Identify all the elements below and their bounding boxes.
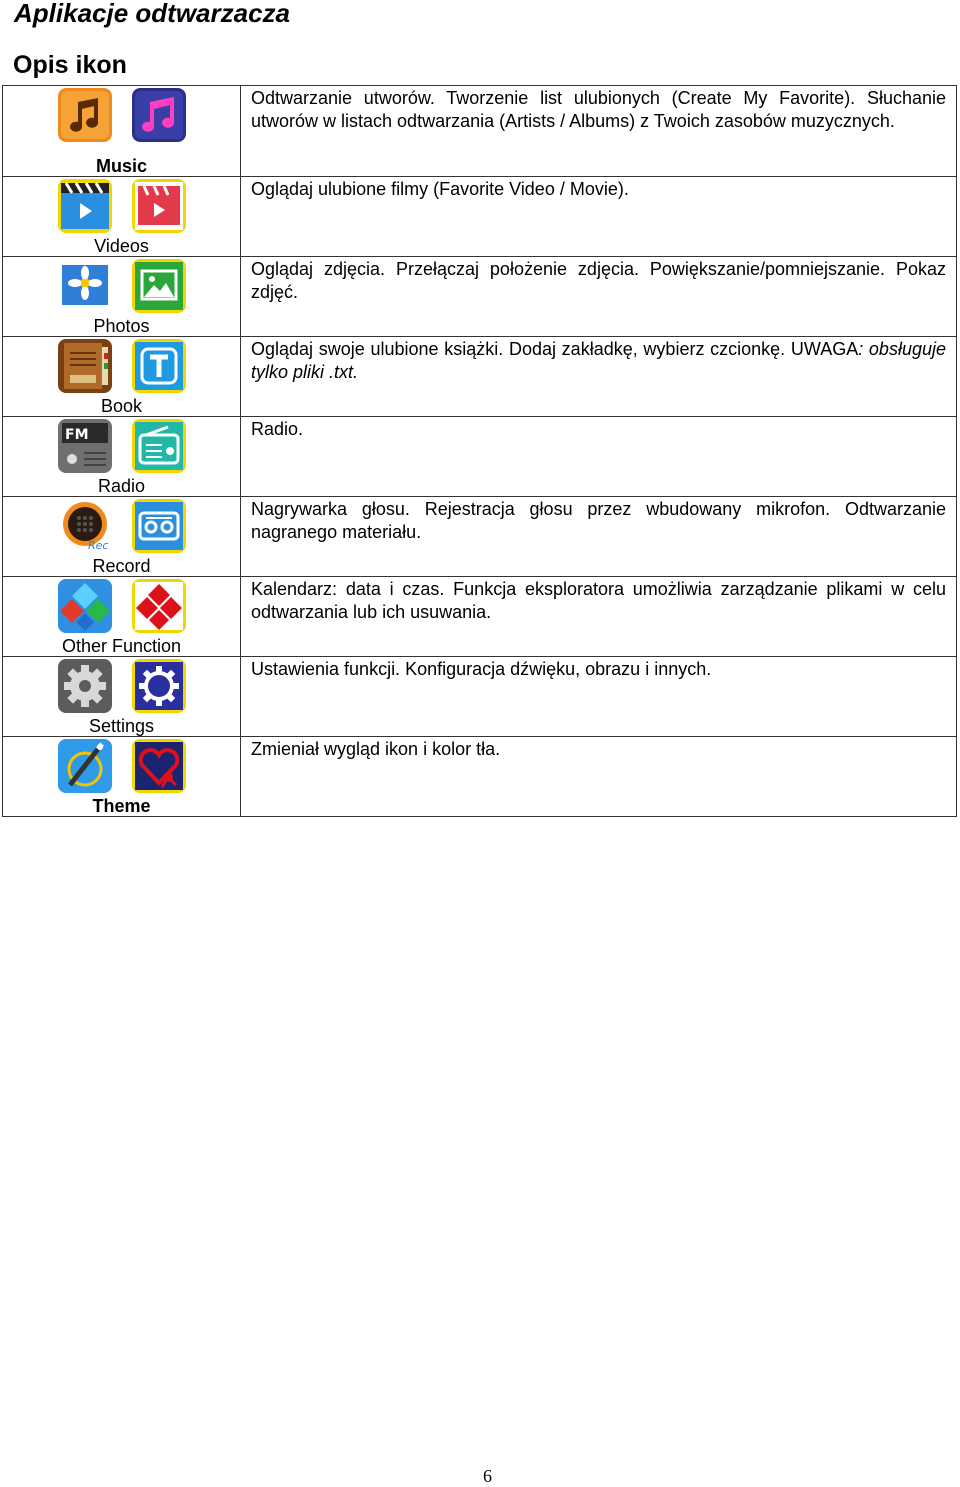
description-text-book-note: : obsługuje tylko pliki .txt.: [251, 339, 946, 382]
icon-description-table: [2, 85, 957, 817]
icon-cell-radio: [3, 417, 241, 497]
icon-cell-record: [3, 497, 241, 577]
heart-ribbon-icon: [132, 739, 186, 793]
description-text-radio: Radio.: [251, 419, 304, 439]
microphone-rec-icon: [58, 499, 112, 553]
description-text-theme: Zmieniał wygląd ikon i kolor tła.: [251, 739, 501, 759]
icon-cell-settings: [3, 657, 241, 737]
icon-cell-photos: [3, 257, 241, 337]
row-label-settings: Settings: [88, 716, 155, 736]
table-row-videos: [3, 177, 957, 257]
table-row-record: [3, 497, 957, 577]
icon-cell-book: [3, 337, 241, 417]
music-note-orange-icon: [58, 88, 112, 142]
page-number: 6: [483, 1466, 492, 1486]
document-title: Aplikacje odtwarzacza: [14, 0, 290, 28]
row-label-record: Record: [92, 556, 151, 576]
table-row-music: [3, 86, 957, 177]
diamonds-red-icon: [132, 579, 186, 633]
description-music: [241, 86, 957, 177]
icon-cell-videos: [3, 177, 241, 257]
description-text-book: [251, 337, 946, 384]
radio-green-icon: [132, 419, 186, 473]
row-label-book: Book: [100, 396, 143, 416]
table-row-theme: [3, 737, 957, 817]
table-row-radio: [3, 417, 957, 497]
gear-blue-icon: [132, 659, 186, 713]
table-row-photos: [3, 257, 957, 337]
row-label-other-function: Other Function: [61, 636, 182, 656]
table-row-book: [3, 337, 957, 417]
description-photos: [241, 257, 957, 337]
description-theme: [241, 737, 957, 817]
magic-wand-icon: [58, 739, 112, 793]
diamonds-blue-icon: [58, 579, 112, 633]
gear-grey-icon: [58, 659, 112, 713]
description-book: [241, 337, 957, 417]
clapperboard-red-icon: [132, 179, 186, 233]
icon-cell-theme: [3, 737, 241, 817]
landscape-photo-icon: [132, 259, 186, 313]
clapperboard-blue-icon: [58, 179, 112, 233]
description-text-record: Nagrywarka głosu. Rejestracja głosu przez wbudowany mikrofon. Odtwarzanie nagranego materiału.: [251, 499, 946, 542]
icon-cell-other-function: [3, 577, 241, 657]
table-row-settings: [3, 657, 957, 737]
row-label-theme: Theme: [92, 796, 151, 816]
description-text-videos: Oglądaj ulubione filmy (Favorite Video / Movie).: [251, 179, 629, 199]
description-text-other-function: Kalendarz: data i czas. Funkcja eksploratora umożliwia zarządzanie plikami w celu odtwarzania lub ich usuwania.: [251, 579, 946, 622]
music-note-pink-icon: [132, 88, 186, 142]
section-title: Opis ikon: [13, 51, 127, 79]
description-text-settings: Ustawienia funkcji. Konfiguracja dźwięku, obrazu i innych.: [251, 659, 712, 679]
description-radio: [241, 417, 957, 497]
row-label-radio: Radio: [97, 476, 146, 496]
description-other-function: [241, 577, 957, 657]
description-text-book-main: Oglądaj swoje ulubione książki. Dodaj zakładkę, wybierz czcionkę. UWAGA: [251, 339, 859, 359]
row-label-music: Music: [95, 156, 147, 176]
description-text-photos: Oglądaj zdjęcia. Przełączaj położenie zdjęcia. Powiększanie/pomniejszanie. Pokaz zdjęć.: [251, 259, 946, 302]
cassette-tape-icon: [132, 499, 186, 553]
description-record: [241, 497, 957, 577]
description-settings: [241, 657, 957, 737]
svg-text:Rec: Rec: [87, 539, 108, 552]
fm-radio-icon: [58, 419, 112, 473]
flower-photo-icon: [58, 259, 112, 313]
row-label-videos: Videos: [94, 236, 149, 256]
svg-text:FM: FM: [64, 427, 88, 443]
description-videos: [241, 177, 957, 257]
description-text-music: Odtwarzanie utworów. Tworzenie list ulubionych (Create My Favorite). Słuchanie utworów w listach odtwarzania (Artists / Albums) z Twoich zasobów muzycznych.: [251, 88, 946, 131]
text-t-icon: [132, 339, 186, 393]
table-row-other-function: [3, 577, 957, 657]
icon-cell-music: [3, 86, 241, 177]
book-brown-icon: [58, 339, 112, 393]
row-label-photos: Photos: [93, 316, 150, 336]
